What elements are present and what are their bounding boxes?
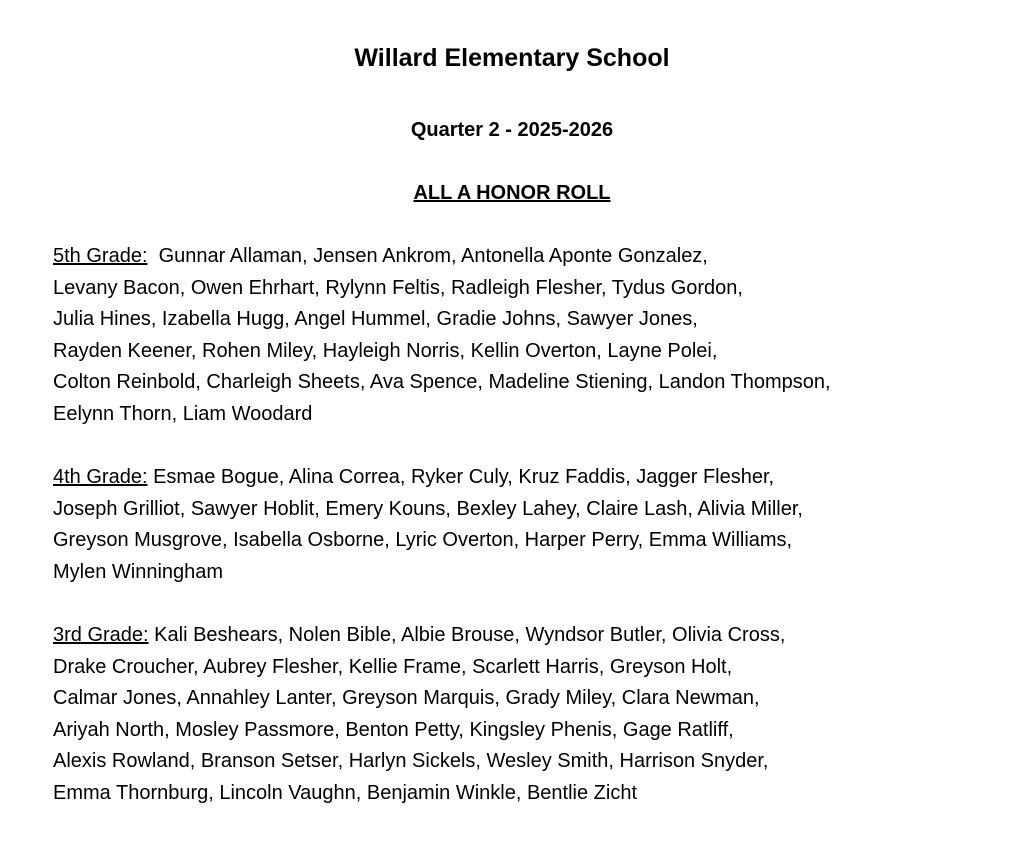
name-line: Rayden Keener, Rohen Miley, Hayleigh Norris, Kellin Overton, Layne Polei, bbox=[53, 339, 718, 362]
grade-label: 5th Grade: bbox=[53, 245, 148, 267]
name-line: Drake Croucher, Aubrey Flesher, Kellie Frame, Scarlett Harris, Greyson Holt, bbox=[53, 655, 733, 678]
name-line: Esmae Bogue, Alina Correa, Ryker Culy, Kruz Faddis, Jagger Flesher, bbox=[147, 466, 775, 488]
name-line: Levany Bacon, Owen Ehrhart, Rylynn Feltis, Radleigh Flesher, Tydus Gordon, bbox=[53, 276, 743, 299]
name-line: Joseph Grilliot, Sawyer Hoblit, Emery Kouns, Bexley Lahey, Claire Lash, Alivia Miller, bbox=[53, 497, 803, 520]
name-line: Alexis Rowland, Branson Setser, Harlyn Sickels, Wesley Smith, Harrison Snyder, bbox=[53, 750, 769, 773]
name-line: Eelynn Thorn, Liam Woodard bbox=[53, 402, 313, 425]
grade-4-section bbox=[53, 462, 803, 588]
name-line: Kali Beshears, Nolen Bible, Albie Brouse, Wyndsor Butler, Olivia Cross, bbox=[148, 624, 786, 646]
document-subtitle: Quarter 2 - 2025-2026 bbox=[410, 119, 614, 141]
name-line: Colton Reinbold, Charleigh Sheets, Ava Spence, Madeline Stiening, Landon Thompson, bbox=[53, 371, 831, 394]
name-line: Greyson Musgrove, Isabella Osborne, Lyric Overton, Harper Perry, Emma Williams, bbox=[53, 529, 793, 552]
name-line: Calmar Jones, Annahley Lanter, Greyson Marquis, Grady Miley, Clara Newman, bbox=[53, 687, 760, 710]
name-line: Gunnar Allaman, Jensen Ankrom, Antonella Aponte Gonzalez, bbox=[147, 245, 708, 267]
grade-5-section bbox=[53, 241, 831, 431]
grade-label: 3rd Grade: bbox=[53, 624, 149, 646]
honor-roll-heading: ALL A HONOR ROLL bbox=[413, 182, 611, 204]
name-line: Ariyah North, Mosley Passmore, Benton Petty, Kingsley Phenis, Gage Ratliff, bbox=[53, 718, 734, 741]
document-title: Willard Elementary School bbox=[354, 44, 670, 72]
name-line: Emma Thornburg, Lincoln Vaughn, Benjamin Winkle, Bentlie Zicht bbox=[53, 781, 637, 804]
name-line: Julia Hines, Izabella Hugg, Angel Hummel, Gradie Johns, Sawyer Jones, bbox=[53, 308, 698, 331]
name-line: Mylen Winningham bbox=[53, 560, 224, 583]
grade-label: 4th Grade: bbox=[53, 466, 148, 488]
grade-3-section bbox=[53, 620, 785, 810]
